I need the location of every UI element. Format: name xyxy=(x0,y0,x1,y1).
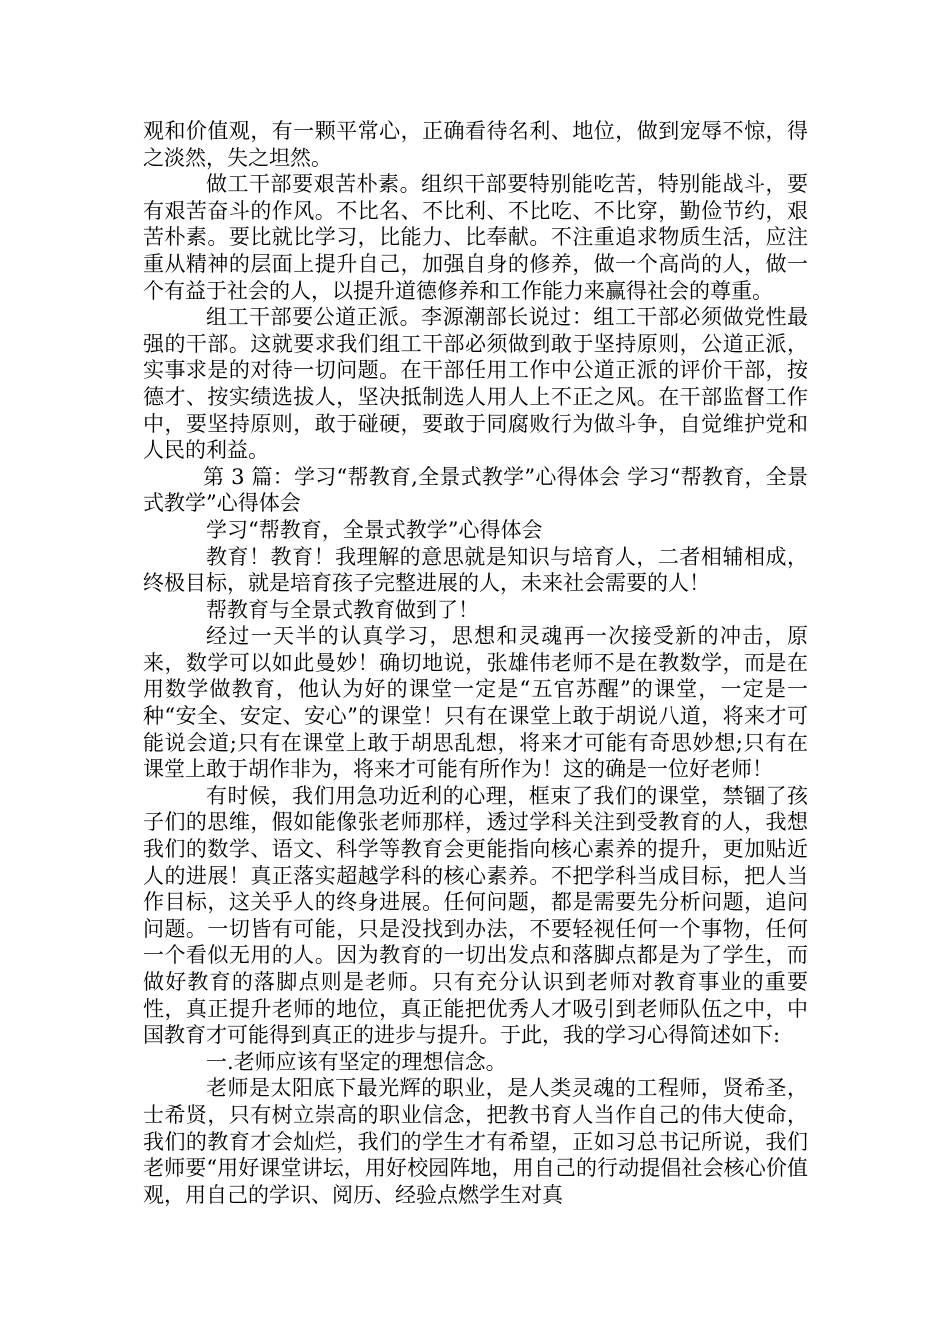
paragraph-continuation: 观和价值观，有一颗平常心，正确看待名利、地位，做到宠辱不惊，得之淡然，失之坦然。 xyxy=(143,119,808,170)
document-page xyxy=(143,118,808,1208)
section-heading: 第 3 篇：学习“帮教育,全景式教学”心得体会 学习“帮教育，全景式教学”心得体会 xyxy=(143,464,808,516)
paragraph-hard-work: 做工干部要艰苦朴素。组织干部要特别能吃苦，特别能战斗，要有艰苦奋斗的作风。不比名、不比利、不比吃、不比穿，勤俭节约，艰苦朴素。要比就比学习，比能力、比奉献。不注重追求物质生活，应注重从精神的层面上提升自己，加强自身的修养，做一个高尚的人，做一个有益于社会的人，以提升道德修养和工作能力来赢得社会的尊重。 xyxy=(143,172,808,303)
paragraph-study: 经过一天半的认真学习，思想和灵魂再一次接受新的冲击，原来，数学可以如此曼妙！确切地说，张雄伟老师不是在教数学，而是在用数学做教育，他认为好的课堂一定是“五官苏醒”的课堂，一定是一种“安全、安定、安心”的课堂！只有在课堂上敢于胡说八道，将来才可能说会道;只有在课堂上敢于胡思乱想，将来才可能有奇思妙想;只有在课堂上敢于胡作非为，将来才可能有所作为！这的确是一位好老师！ xyxy=(143,624,808,782)
paragraph-education: 教育！教育！我理解的意思就是知识与培育人，二者相辅相成，终极目标，就是培育孩子完整进展的人，未来社会需要的人！ xyxy=(143,544,808,596)
paragraph-integrity: 组工干部要公道正派。李源潮部长说过：组工干部必须做党性最强的干部。这就要求我们组工干部必须做到敢于坚持原则，公道正派，实事求是的对待一切问题。在干部任用工作中公道正派的评价干部，按德才、按实绩选拔人，坚决抵制选人用人上不正之风。在干部监督工作中，要坚持原则，敢于碰硬，要敢于同腐败行为做斗争，自觉维护党和人民的利益。 xyxy=(143,305,808,463)
paragraph-achieved: 帮教育与全景式教育做到了！ xyxy=(206,597,479,622)
article-title: 学习“帮教育，全景式教学”心得体会 xyxy=(206,517,543,542)
subheading-belief: 一.老师应该有坚定的理想信念。 xyxy=(206,1049,507,1074)
paragraph-teacher: 老师是太阳底下最光辉的职业，是人类灵魂的工程师，贤希圣，士希贤，只有树立崇高的职业信念，把教书育人当作自己的伟大使命，我们的教育才会灿烂，我们的学生才有希望，正如习总书记所说，我们老师要“用好课堂讲坛，用好校园阵地，用自己的行动提倡社会核心价值观，用自己的学识、阅历、经验点燃学生对真 xyxy=(143,1076,808,1207)
paragraph-reflection: 有时候，我们用急功近利的心理，框束了我们的课堂，禁锢了孩子们的思维，假如能像张老师那样，透过学科关注到受教育的人，我想我们的数学、语文、科学等教育会更能指向核心素养的提升，更加贴近人的进展！真正落实超越学科的核心素养。不把学科当成目标，把人当作目标，这关乎人的终身进展。任何问题，都是需要先分析问题，追问问题。一切皆有可能，只是没找到办法，不要轻视任何一个事物，任何一个看似无用的人。因为教育的一切出发点和落脚点都是为了学生，而做好教育的落脚点则是老师。只有充分认识到老师对教育事业的重要性，真正提升老师的地位，真正能把优秀人才吸引到老师队伍之中，中国教育才可能得到真正的进步与提升。于此，我的学习心得简述如下: xyxy=(143,783,808,1048)
